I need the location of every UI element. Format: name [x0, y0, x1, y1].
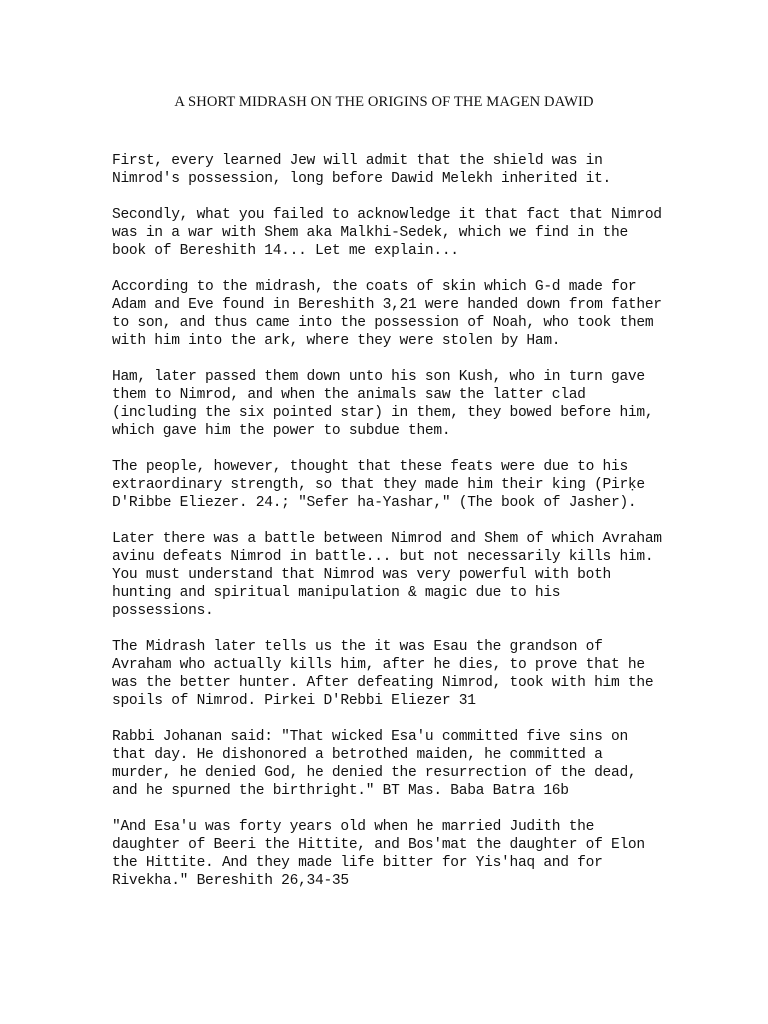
- paragraph-nimrod-king: The people, however, thought that these feats were due to his extraordinary strength, so that they made him their king (Pirḳe D'Ribbe Eliezer. 24.; "Sefer ha-Yashar," (The book of Jasher).: [112, 459, 645, 511]
- paragraph-war-with-shem: Secondly, what you failed to acknowledge it that fact that Nimrod was in a war with Shem aka Malkhi-Sedek, which we find in the book of Bereshith 14... Let me explain...: [112, 207, 662, 259]
- paragraph-battle: Later there was a battle between Nimrod and Shem of which Avraham avinu defeats Nimrod in battle... but not necessarily kills him. You must understand that Nimrod was very powerful with both hunting and spiritual manipulation & magic due to his possessions.: [112, 531, 662, 619]
- paragraph-five-sins: Rabbi Johanan said: "That wicked Esa'u committed five sins on that day. He dishonored a betrothed maiden, he committed a murder, he denied God, he denied the resurrection of the dead, and he spurned the birthright." BT Mas. Baba Batra 16b: [112, 729, 637, 799]
- paragraph-esau-kills: The Midrash later tells us the it was Esau the grandson of Avraham who actually kills him, after he dies, to prove that he was the better hunter. After defeating Nimrod, took with him the spoils of Nimrod. Pirkei D'Rebbi Eliezer 31: [112, 639, 654, 709]
- paragraph-coats-of-skin: According to the midrash, the coats of skin which G-d made for Adam and Eve found in Bereshith 3,21 were handed down from father to son, and thus came into the possession of Noah, who took them with him into the ark, where they were stolen by Ham.: [112, 279, 662, 349]
- document-body: [112, 152, 712, 908]
- paragraph-esau-marriage: "And Esa'u was forty years old when he married Judith the daughter of Beeri the Hittite, and Bos'mat the daughter of Elon the Hittite. And they made life bitter for Yis'haq and for Rivekha." Bereshith 26,34-35: [112, 819, 645, 889]
- paragraph-ham-kush: Ham, later passed them down unto his son Kush, who in turn gave them to Nimrod, and when the animals saw the latter clad (including the six pointed star) in them, they bowed before him, which gave him the power to subdue them.: [112, 369, 654, 439]
- document-title: A SHORT MIDRASH ON THE ORIGINS OF THE MAGEN DAWID: [174, 94, 594, 110]
- paragraph-shield-possession: First, every learned Jew will admit that the shield was in Nimrod's possession, long before Dawid Melekh inherited it.: [112, 153, 612, 187]
